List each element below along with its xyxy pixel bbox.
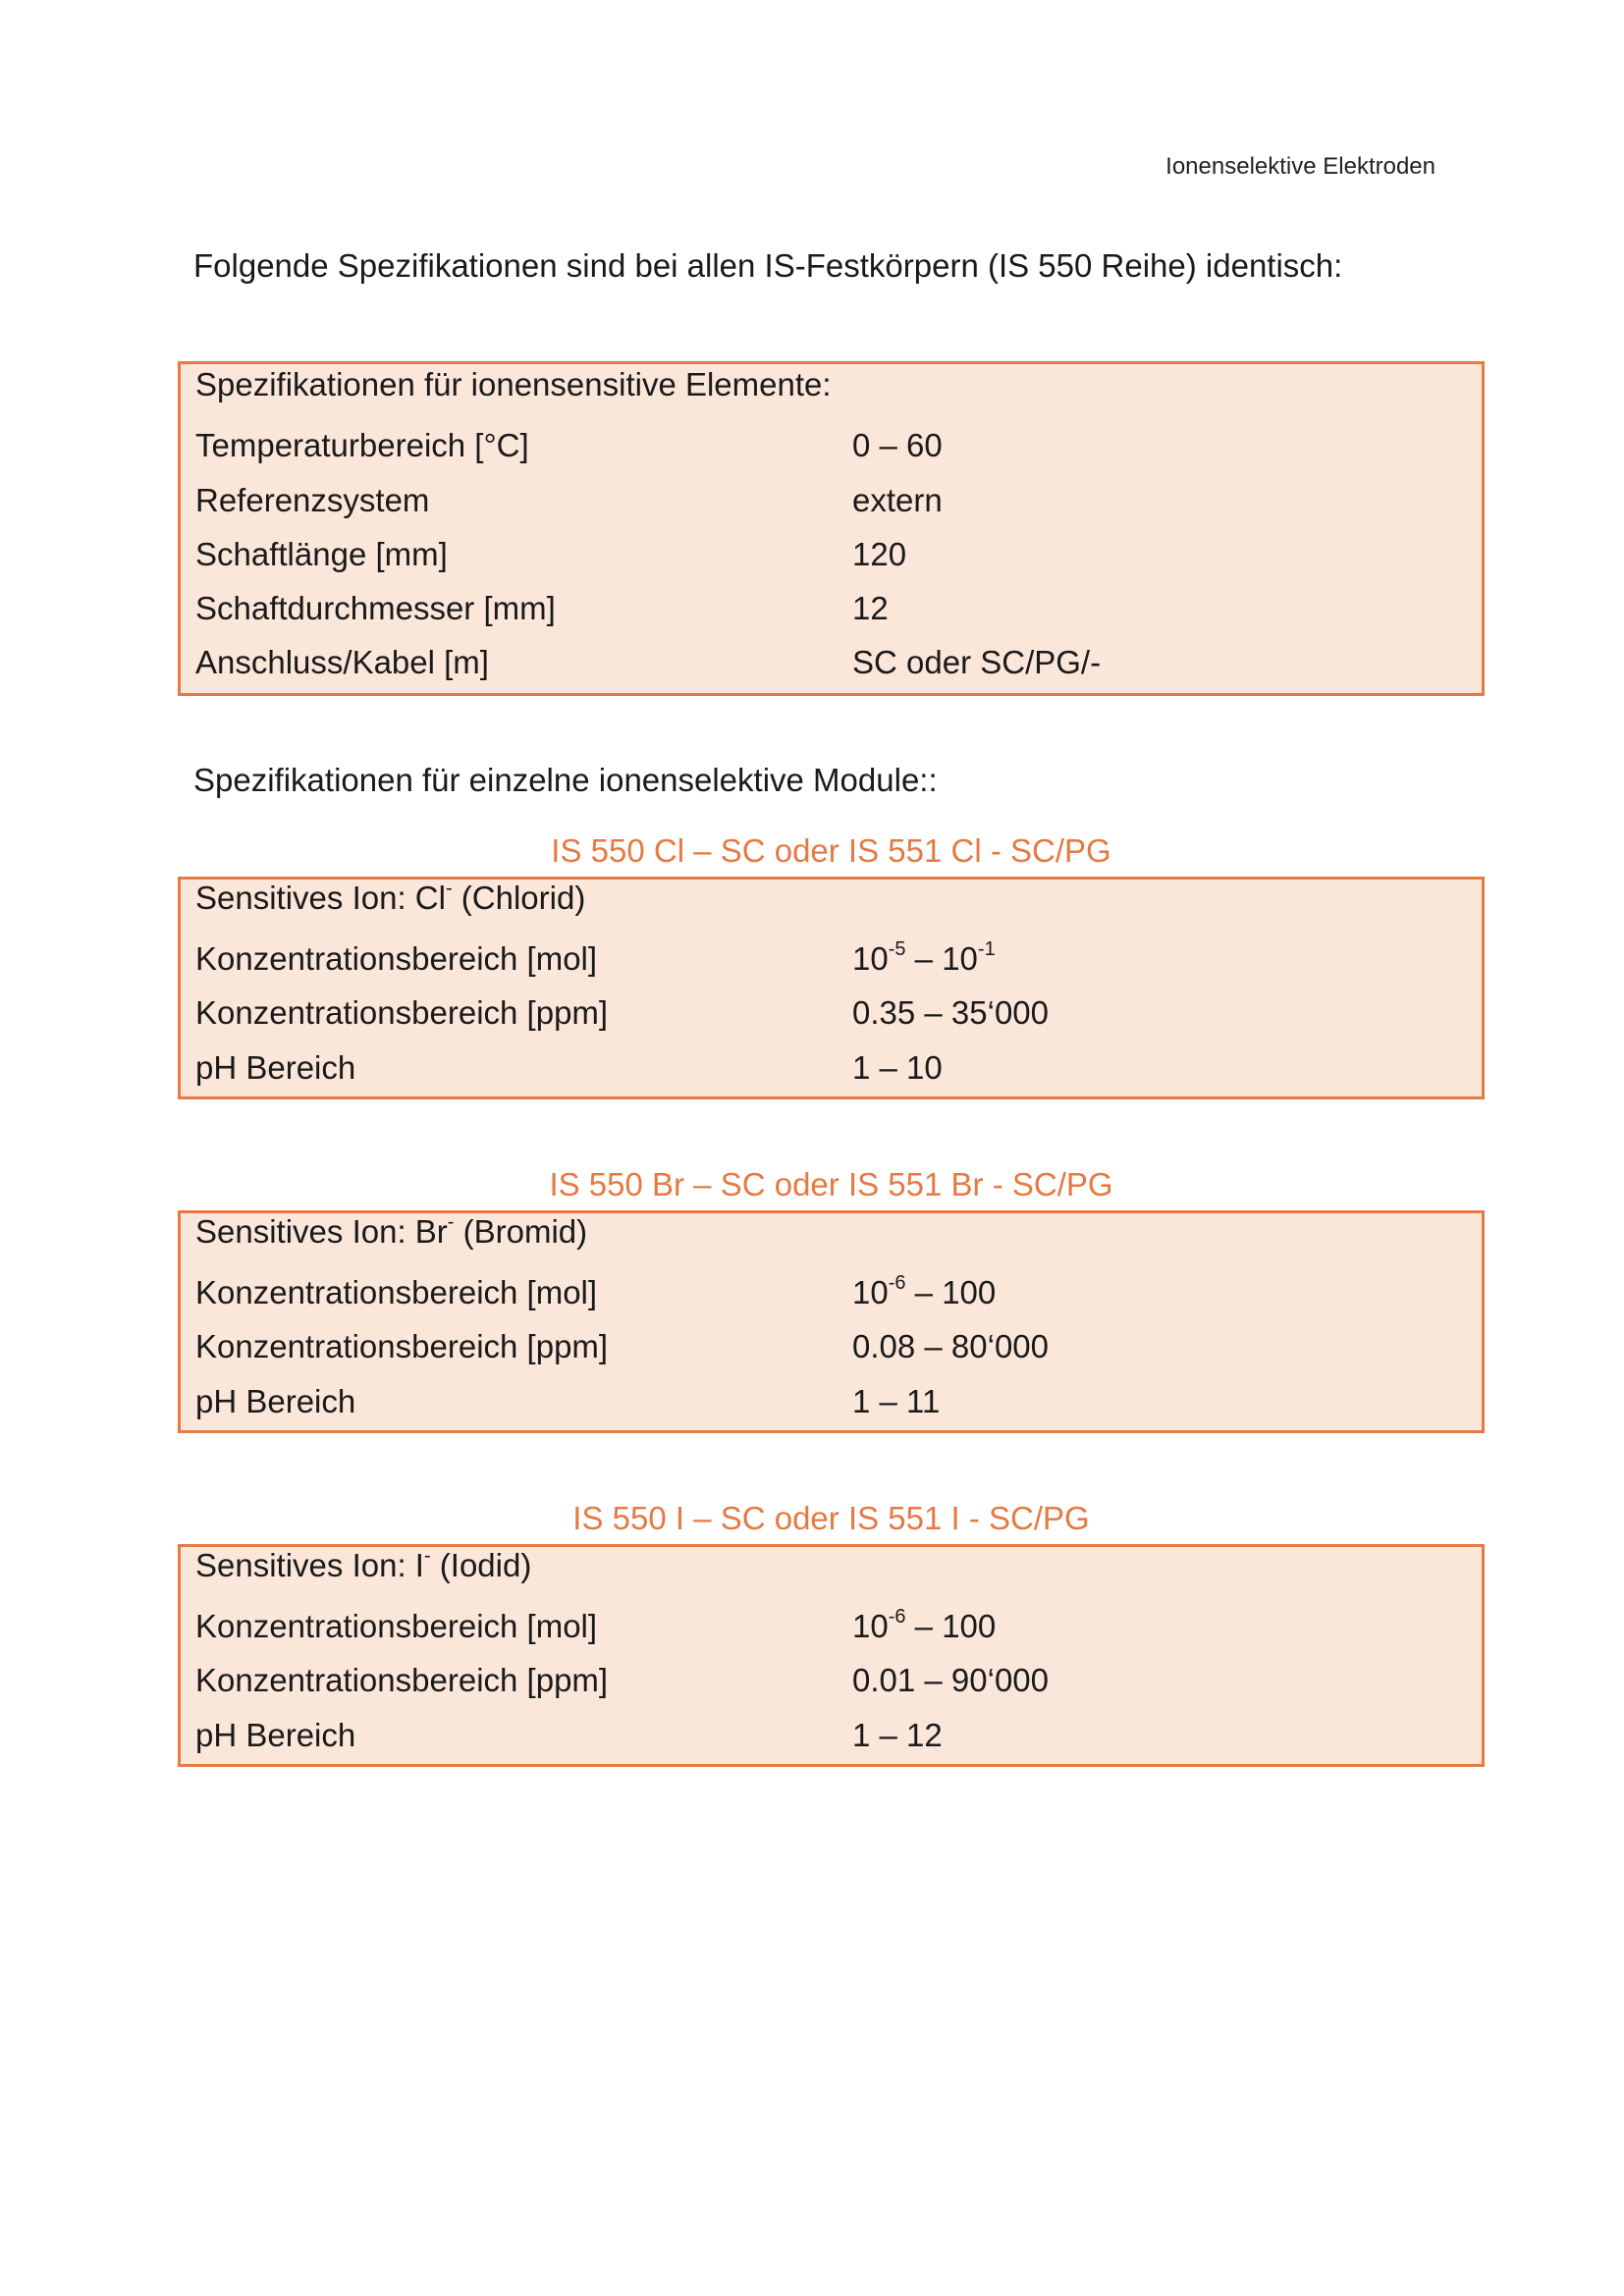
- spec-row: [195, 482, 1482, 521]
- spec-row: [195, 1049, 1482, 1089]
- spec-label: pH Bereich: [195, 1049, 356, 1086]
- spec-row: [195, 1274, 1482, 1313]
- spec-row: [195, 590, 1482, 629]
- spec-label: Konzentrationsbereich [ppm]: [195, 1662, 609, 1698]
- spec-value: 12: [852, 590, 889, 626]
- spec-row: [195, 1328, 1482, 1367]
- spec-label: pH Bereich: [195, 1717, 356, 1753]
- running-header: Ionenselektive Elektroden: [1165, 153, 1435, 180]
- spec-label: pH Bereich: [195, 1383, 356, 1419]
- value-base: 10: [852, 940, 889, 977]
- value-mid: – 100: [905, 1608, 997, 1644]
- ion-prefix: Sensitives Ion: Cl: [195, 880, 446, 916]
- spec-row: [195, 1383, 1482, 1422]
- ion-suffix: (Iodid): [430, 1547, 532, 1583]
- intro-text: Folgende Spezifikationen sind bei allen IS-Festkörpern (IS 550 Reihe) identisch:: [193, 247, 1343, 284]
- module-box-bromid: [178, 1210, 1485, 1433]
- spec-value: 1 – 10: [852, 1049, 943, 1086]
- spec-row: [195, 1662, 1482, 1701]
- spec-value: extern: [852, 482, 943, 518]
- spec-value: [852, 940, 996, 978]
- spec-value: 0.08 – 80‘000: [852, 1328, 1050, 1364]
- spec-label: Konzentrationsbereich [ppm]: [195, 1328, 609, 1364]
- module-box-iodid: [178, 1544, 1485, 1767]
- modules-heading: Spezifikationen für einzelne ionenselektive Module::: [193, 762, 938, 798]
- spec-label: Konzentrationsbereich [mol]: [195, 940, 598, 977]
- common-spec-title: Spezifikationen für ionensensitive Elemente:: [195, 366, 832, 402]
- value-mid: – 10: [905, 940, 978, 977]
- spec-value: 0 – 60: [852, 427, 943, 463]
- ion-charge: -: [447, 1211, 455, 1233]
- module-title-iodid: IS 550 I – SC oder IS 551 I - SC/PG: [572, 1500, 1090, 1536]
- value-mid: – 100: [905, 1274, 997, 1310]
- spec-label: Schaftlänge [mm]: [195, 536, 448, 572]
- value-base: 10: [852, 1274, 889, 1310]
- spec-label: Konzentrationsbereich [mol]: [195, 1274, 598, 1310]
- spec-value: 120: [852, 536, 907, 572]
- spec-row: [195, 1717, 1482, 1756]
- spec-row: [195, 536, 1482, 575]
- value-exponent: -6: [888, 1606, 906, 1628]
- value-exponent: -1: [977, 938, 996, 960]
- ion-title: [195, 880, 585, 917]
- ion-prefix: Sensitives Ion: I: [195, 1547, 424, 1583]
- value-exponent: -5: [888, 938, 906, 960]
- ion-title: [195, 1213, 587, 1251]
- spec-value: [852, 1274, 996, 1311]
- spec-label: Schaftdurchmesser [mm]: [195, 590, 556, 626]
- spec-row: [195, 994, 1482, 1034]
- spec-value: 0.35 – 35‘000: [852, 994, 1050, 1031]
- spec-row: [195, 644, 1482, 683]
- value-exponent: -6: [888, 1272, 906, 1294]
- ion-suffix: (Bromid): [454, 1213, 588, 1250]
- spec-value: SC oder SC/PG/-: [852, 644, 1102, 680]
- spec-label: Konzentrationsbereich [ppm]: [195, 994, 609, 1031]
- module-title-chlorid: IS 550 Cl – SC oder IS 551 Cl - SC/PG: [551, 832, 1111, 869]
- ion-charge: -: [423, 1545, 431, 1567]
- spec-value: 1 – 11: [852, 1383, 941, 1419]
- spec-label: Anschluss/Kabel [m]: [195, 644, 489, 680]
- spec-value: [852, 1608, 996, 1645]
- ion-prefix: Sensitives Ion: Br: [195, 1213, 448, 1250]
- module-title-bromid: IS 550 Br – SC oder IS 551 Br - SC/PG: [549, 1166, 1113, 1202]
- common-spec-box: [178, 361, 1485, 696]
- spec-row: [195, 1608, 1482, 1647]
- spec-label: Konzentrationsbereich [mol]: [195, 1608, 598, 1644]
- ion-title: [195, 1547, 531, 1584]
- spec-row: [195, 427, 1482, 466]
- spec-label: Referenzsystem: [195, 482, 430, 518]
- value-base: 10: [852, 1608, 889, 1644]
- spec-row: [195, 940, 1482, 980]
- spec-label: Temperaturbereich [°C]: [195, 427, 529, 463]
- spec-value: 0.01 – 90‘000: [852, 1662, 1050, 1698]
- ion-charge: -: [445, 878, 453, 899]
- ion-suffix: (Chlorid): [452, 880, 586, 916]
- spec-value: 1 – 12: [852, 1717, 943, 1753]
- module-box-chlorid: [178, 877, 1485, 1099]
